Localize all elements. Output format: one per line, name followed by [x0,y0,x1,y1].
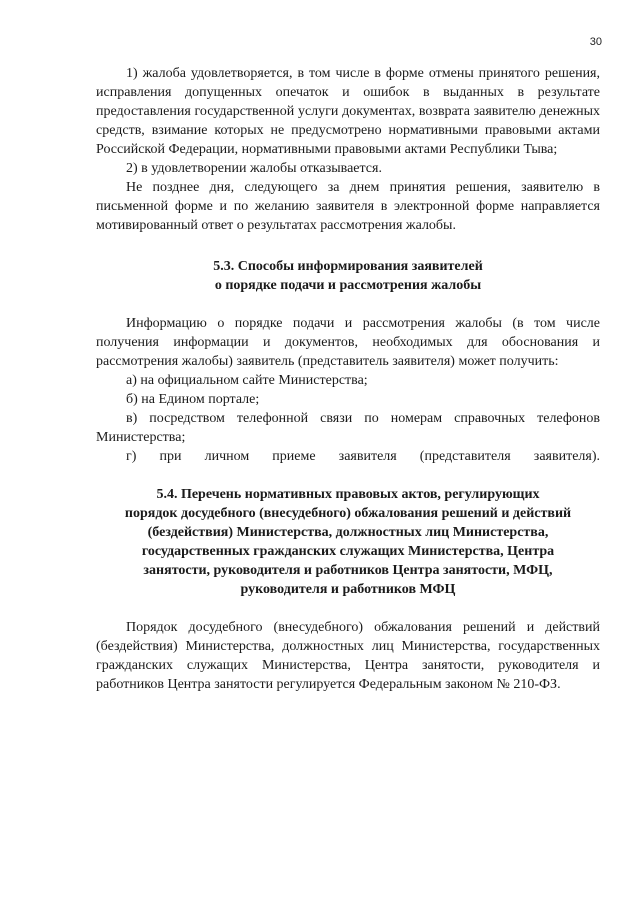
section-5-4-body: Порядок досудебного (внесудебного) обжалования решений и действий (бездействия) Министерства, должностных лиц Министерства, государственных гражданских служащих Министерства, Центра занятости, руководителя и работников Центра занятости регулируется Федеральным законом № 210-ФЗ. [96,620,600,692]
info-source-item: б) на Едином портале; [126,392,260,407]
section-5-4-heading-line: (бездействия) Министерства, должностных лиц Министерства, [147,525,549,540]
section-5-3-intro: Информацию о порядке подачи и рассмотрения жалобы (в том числе получения информации и документов, необходимых для обоснования и рассмотрения жалобы) заявитель (представитель заявителя) может получить: [96,316,600,369]
section-5-3-heading [96,257,600,295]
section-5-3-heading-line: 5.3. Способы информирования заявителей [213,259,483,274]
info-source-item: в) посредством телефонной связи по номерам справочных телефонов Министерства; [96,411,600,445]
section-5-4-heading-line: государственных гражданских служащих Министерства, Центра [141,544,555,559]
decision-item-1: 1) жалоба удовлетворяется, в том числе в форме отмены принятого решения, исправления допущенных опечаток и ошибок в выданных в результате предоставления государственной услуги документах, возврата заявителю денежных средств, взимание которых не предусмотрено нормативными правовыми актами Российской Федерации, нормативными правовыми актами Республики Тыва; [96,66,600,157]
section-5-4-heading-line: занятости, руководителя и работников Центра занятости, МФЦ, [143,563,553,578]
section-5-4-heading [96,485,600,599]
section-5-4-heading-line: 5.4. Перечень нормативных правовых актов, регулирующих [156,487,540,502]
section-5-4-heading-line: руководителя и работников МФЦ [240,582,456,597]
section-5-4-heading-line: порядок досудебного (внесудебного) обжалования решений и действий [124,506,572,521]
section-5-3-heading-line: о порядке подачи и рассмотрения жалобы [214,278,482,293]
document-body [96,64,600,694]
reply-paragraph: Не позднее дня, следующего за днем принятия решения, заявителю в письменной форме и по желанию заявителя в электронной форме направляется мотивированный ответ о результатах рассмотрения жалобы. [96,180,600,233]
page-number: 30 [589,36,602,48]
info-source-item: г) при личном приеме заявителя (представителя заявителя). [126,449,600,464]
info-source-item: а) на официальном сайте Министерства; [126,373,368,388]
decision-item-2: 2) в удовлетворении жалобы отказывается. [126,161,382,176]
